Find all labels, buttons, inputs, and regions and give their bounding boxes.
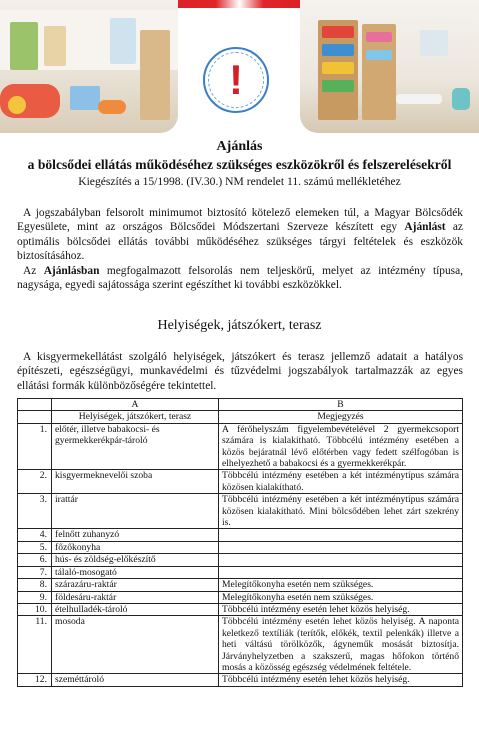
table-row	[18, 579, 463, 591]
row-room-name: felnőtt zuhanyzó	[52, 529, 219, 541]
table-row	[18, 494, 463, 529]
row-number: 7.	[18, 566, 52, 578]
row-note: Többcélú intézmény esetén lehet közös helyiség. A naponta keletkező textíliák (terítők, előkék, textil pelenkák) illetve a heti váltású törölközők, ágyneműk mosását biztosítja. Járványhelyzetben a szakszerű, magas hőfokon történő mosás a közösség egészség védelmének feltétele.	[219, 616, 463, 674]
row-number: 1.	[18, 423, 52, 470]
row-number: 3.	[18, 494, 52, 529]
column-letter-b: B	[219, 399, 463, 411]
row-note	[219, 566, 463, 578]
row-note	[219, 529, 463, 541]
row-room-name: mosoda	[52, 616, 219, 674]
row-note: A férőhelyszám figyelembevételével 2 gyermekcsoport számára is kialakítható. Többcélú intézmény esetében a közös bejáratnál lévő előtérben vagy fedett szélfogóban is elhelyezhető a babakocsi és a gyermekkerékpár.	[219, 423, 463, 470]
row-room-name: szárazáru-raktár	[52, 579, 219, 591]
row-note: Többcélú intézmény esetében a két intézménytípus számára közösen kialakítható.	[219, 470, 463, 494]
nursery-room-photo-left	[0, 0, 178, 133]
row-note	[219, 541, 463, 553]
intro-paragraph: A jogszabályban felsorolt minimumot biztosító kötelező elemeken túl, a Magyar Bölcsődék Egyesülete, mint az országos Bölcsődei Módszertani Szerveze készített egy Ajánlást az optimális bölcsődei ellátás további működéséhez szükséges tárgyi feltételek és eszközök biztosításához.	[17, 207, 463, 262]
nursery-room-photo-right	[300, 0, 479, 133]
table-row	[18, 541, 463, 553]
row-note: Többcélú intézmény esetében a két intézménytípus számára közösen kialakítható. Mini bölcsődében lehet zárt szekrény is.	[219, 494, 463, 529]
row-room-name: főzőkonyha	[52, 541, 219, 553]
table-row	[18, 603, 463, 615]
row-number: 6.	[18, 554, 52, 566]
quality-seal-emblem	[203, 47, 269, 113]
row-number: 8.	[18, 579, 52, 591]
row-room-name: irattár	[52, 494, 219, 529]
table-row	[18, 616, 463, 674]
header-banner	[0, 0, 479, 135]
row-note	[219, 554, 463, 566]
row-room-name: tálaló-mosogató	[52, 566, 219, 578]
table-row	[18, 674, 463, 686]
scope-bold-term: Ajánlásban	[43, 265, 100, 277]
document-subtitle: Kiegészítés a 15/1998. (IV.30.) NM rendelet 11. számú mellékletéhez	[78, 175, 401, 188]
row-room-name: ételhulladék-tároló	[52, 603, 219, 615]
scope-paragraph: Az Ajánlásban megfogalmazott felsorolás nem teljeskörű, melyet az intézmény típusa, nagysága, egyedi sajátossága szerint egészíthet ki további eszközökkel.	[17, 265, 463, 292]
row-note: Melegítőkonyha esetén nem szükséges.	[219, 591, 463, 603]
row-note: Melegítőkonyha esetén nem szükséges.	[219, 579, 463, 591]
intro-bold-term: Ajánlást	[404, 221, 446, 234]
document-title: Ajánlás	[216, 139, 263, 154]
table-row	[18, 566, 463, 578]
table-row	[18, 529, 463, 541]
column-letter-a: A	[52, 399, 219, 411]
table-row	[18, 591, 463, 603]
row-number: 5.	[18, 541, 52, 553]
row-room-name: kisgyermeknevelői szoba	[52, 470, 219, 494]
row-note: Többcélú intézmény esetén lehet közös helyiség.	[219, 603, 463, 615]
table-header-row	[18, 411, 463, 423]
exclamation-icon: !	[229, 56, 243, 103]
row-number: 11.	[18, 616, 52, 674]
document-title-subject: a bölcsődei ellátás működéséhez szükséges eszközökről és felszerelésekről	[27, 157, 452, 172]
row-room-name: földesáru-raktár	[52, 591, 219, 603]
column-header-rooms: Helyiségek, játszókert, terasz	[52, 411, 219, 423]
table-row	[18, 470, 463, 494]
table-letter-row	[18, 399, 463, 411]
row-room-name: szeméttároló	[52, 674, 219, 686]
table-row	[18, 554, 463, 566]
row-number: 2.	[18, 470, 52, 494]
rooms-table	[17, 398, 463, 687]
table-row	[18, 423, 463, 470]
section-paragraph: A kisgyermekellátást szolgáló helyiségek, játszókert és terasz jellemző adatait a hatályos építészeti, egészségügyi, munkavédelmi és tűzvédelmi jogszabályok tartalmazzák az egyes ellátási formák különbözőségére tekintettel.	[17, 351, 463, 392]
section-heading: Helyiségek, játszókert, terasz	[157, 318, 322, 333]
row-number: 12.	[18, 674, 52, 686]
row-number: 10.	[18, 603, 52, 615]
column-header-note: Megjegyzés	[219, 411, 463, 423]
row-room-name: előtér, illetve babakocsi- és gyermekkerékpár-tároló	[52, 423, 219, 470]
row-number: 4.	[18, 529, 52, 541]
row-note: Többcélú intézmény esetén lehet közös helyiség.	[219, 674, 463, 686]
row-room-name: hús- és zöldség-előkészítő	[52, 554, 219, 566]
row-number: 9.	[18, 591, 52, 603]
